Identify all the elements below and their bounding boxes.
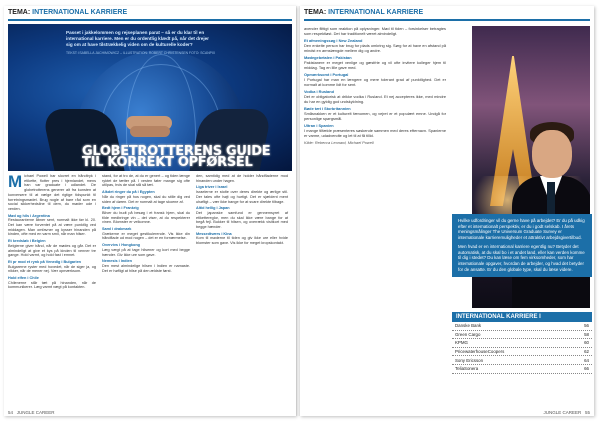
body-column-4: [304, 26, 446, 145]
index-row[interactable]: [452, 348, 592, 357]
intro-paragraph-1: Hvilke udfordringer vil du gerne have på arbejdet? Er du på udkig efter et internationalt perspektiv, er du i godt selskab. I årets meningsmålinger The Universum Graduate Survey er internationale karrieremuligheder et attraktivt arbejdsgivertilbud.: [458, 218, 585, 241]
subheading: Bøde tæt i Storbritannien: [304, 106, 351, 111]
source-credit: Kilde: Rebecca Leonard, Michael Powell: [304, 140, 374, 145]
paragraph: Den enkelte person har brug for plads omkring sig. Sørg for at have en afstand på mindst en armslængde mellem dig og andre.: [304, 43, 446, 53]
paragraph: Småsnakken er et kulturelt fænomen, og vejret er et populært emne. Undgå for personlige spørgsmål.: [304, 111, 446, 121]
body-column-2: [102, 174, 190, 273]
subheading: Et afmeningssøg i New Zealand: [304, 38, 363, 43]
paragraph: Når du ringer på hos nogen, skal du stille dig ved siden af døren. Det er normalt at tage skoene af.: [102, 194, 190, 204]
page-ref: 56: [584, 323, 589, 329]
paragraph: Belgierne giver hånd, når de mødes og går. Det er almindeligt at give et kys på kinden til venner tre gange. Hold varmt, og hold fast i emnet.: [8, 243, 96, 258]
page-ref: 60: [584, 340, 589, 346]
left-page: [4, 6, 296, 416]
section-topic: INTERNATIONAL KARRIERE: [328, 9, 424, 16]
paragraph: Pakistanere er meget venlige og gæstfrie og vil ofte invitere kolleger hjem til middag. Tag en lille gave med.: [304, 60, 446, 70]
page-ref: 58: [584, 331, 589, 337]
paragraph: stand, for at tro de, at du er genert – og tiden længe ryktet de tætter på. I vesten føler mange sig ofte utilpas, hvis de skal stå så tæt.: [102, 174, 190, 188]
page-folio: [543, 410, 590, 415]
company-name: PricewaterhouseCoopers: [455, 349, 505, 355]
paragraph: Det er obligatorisk at drikke vodka i Rusland. Et nej accepteres ikke, med mindre du har en gyldig god undskyldning.: [304, 94, 446, 104]
paragraph: ichael Powell har slovret en håndtryk i etikette, flotter pres i hjemlandet, mens han var graduate i udlandet. De globetrotterens generer alt fra kunsten at konversere til at vælge det rigtige tidspunkt til forretningsmødet. Brug nogle af bare råd som en social sikkerhedsline til dem, du møder ude i verden.: [8, 174, 96, 211]
subheading: Altid hellig i Japan: [196, 206, 230, 211]
intro-box: [452, 214, 592, 277]
page-ref: 62: [584, 349, 589, 355]
company-name: Green Cargo: [455, 331, 481, 337]
paragraph: Det japanske samfund er gennemsyret af etikettereglor, men du skal ikke være bange for at begå fejl. Bukker til hilsen, og overrækk visitkort med begge hænder.: [196, 210, 288, 230]
paragraph: den, samtidig med at de holder håndfladerne mod hinanden under hagen.: [196, 174, 288, 183]
body-column-3: [196, 174, 288, 246]
company-name: KPMG: [455, 340, 468, 346]
section-header: [8, 9, 292, 21]
subheading: Overvivs i Hongkong: [102, 243, 140, 248]
paragraph: I Portugal har man en længere og mere tolerant grad af punktlighed. Det er normalt at komme lidt for sent.: [304, 77, 446, 87]
paragraph: Den mest almindelige hilsen i Indien er namaste. Det er høfligt at hilse på den ældste først.: [102, 263, 190, 273]
subheading: Opmærksomt i Portugal: [304, 72, 349, 77]
paragraph: Læg vægt på at tage hilsener og kort med begge hænder. Giv ikke ure som gave.: [102, 247, 190, 257]
index-row[interactable]: [452, 339, 592, 348]
subheading: Vodka i Rusland: [304, 89, 334, 94]
subheading: Et pr mod et rynk på Venedig i Bulgarien: [8, 259, 81, 264]
paragraph: Chilenerne står tæt på hinanden, når de kommunikerer. Læg varmt vægt på kontakten.: [8, 280, 96, 290]
section-topic: INTERNATIONAL KARRIERE: [32, 9, 128, 16]
section-label: TEMA:: [304, 9, 327, 16]
section-label: TEMA:: [8, 9, 31, 16]
magazine-name: JUNGLE CAREER: [543, 410, 582, 415]
paragraph: Grækerne er meget gestikulerende. Vis ikke din håndflade ud mod nogen – det er en fornærmelse.: [102, 231, 190, 241]
paragraph: Israelerne er stolte over deres direkte og ærlige stil. Der tales ofte højt og hurtigt. Det er sjældent ment uhøfligt – vær ikke bange for at svare direkte tilbage.: [196, 190, 288, 204]
face: [532, 130, 572, 178]
index-row[interactable]: [452, 322, 592, 331]
page-number: 55: [584, 410, 590, 415]
subheading: Mødegebetalen i Pakistan: [304, 55, 352, 60]
right-page: [300, 6, 594, 416]
subheading: Nemesis i Indien: [102, 259, 132, 264]
subheading: Hold elfen i Chile: [8, 276, 39, 281]
title-line-2: TIL KORREKT OPFØRSEL: [82, 155, 253, 170]
drop-cap: M: [8, 172, 23, 191]
necktie: [547, 182, 555, 216]
section-header: [304, 9, 590, 21]
paragraph: I mange tilfælde præsenteres søskende sammen med deres efternavn. Spanierne er varme, udadvendte og let til at få tillid.: [304, 128, 446, 138]
intro-text: Passet i jakkelommen og rejseplanen parat – så er du klar til en international karriere. Men er du ordentlig klædt på, når det drejer sig om at have tilstrækkelig viden om de kulturelle koder?: [66, 30, 209, 47]
page-number: 54: [8, 410, 14, 415]
subheading: Mød og hils i Argentina: [8, 213, 50, 218]
subheading: Bedt hjem i Frankrig: [102, 206, 139, 211]
intro-paragraph-2: Men hvad er en international karriere egentlig nu? Betyder det automatisk, at du skal bo i et andet land, eller kan verden komme til dig i stedet? Du kan læse om fem virksomheder, som har internationale opgaver, hvordan de arbejder, og hvad det betyder for de ansatte. Er du den globale type, skal du læse videre.: [458, 243, 585, 272]
magazine-name: JUNGLE CAREER: [16, 410, 55, 415]
paragraph: Bliver du budt på besøg i et fransk hjem, skal du tilde medbringe vin – det viser, at du respekterer vinen. Blomster er velkomne.: [102, 210, 190, 225]
index-row[interactable]: [452, 331, 592, 340]
subheading: Messedtværs i Kina: [196, 231, 232, 236]
page-folio: [8, 410, 55, 415]
company-index: [452, 312, 592, 374]
subheading: Saml i drakmark: [102, 227, 132, 232]
paragraph: Kom til møderne til tiden og giv ikke ure eller hvide blomster som gave. Vis ikke for meget kropskontakt.: [196, 236, 288, 246]
company-name: TeliaSonera: [455, 366, 479, 372]
index-title: INTERNATIONAL KARRIERE I: [452, 312, 592, 322]
hero-illustration: [8, 24, 292, 171]
paragraph: Restauranterne åbner sent, normalt ikke før kl. 20. Det kan være forventet på at være punktlig ved middagen. Man omfavner og kysser hinanden på kinden, ofte med en varm smil, når man hilser.: [8, 218, 96, 237]
title-line-1: GLOBETROTTERENS GUIDE: [82, 144, 271, 159]
page-ref: 64: [584, 357, 589, 363]
subheading: Alkdet ringer du på i Egypten: [102, 190, 155, 195]
paragraph: avender flittigt som reaktion på oplysninger. Mød til tiden – forsinkelser betragtes som respektløst. Det har traditionelt været almindeligt.: [304, 26, 446, 36]
article-title: [82, 146, 292, 168]
handshake: [130, 126, 170, 137]
body-column-1: [8, 174, 96, 290]
company-name: Sony Ericsson: [455, 357, 484, 363]
company-name: Danske Bank: [455, 323, 482, 329]
paragraph: Bulgarerne ryster med hovedet, når de siger ja, og nikker, når de mener nej. Vær opmærksom.: [8, 264, 96, 274]
index-row[interactable]: [452, 365, 592, 374]
subheading: Liga triver i Israel: [196, 185, 228, 190]
article-credit: TEKST: ISABELLA JACHIMOWICZ – ILLUSTRATION: ROBERT CHRISTENSEN FOTO: SCANPIX: [66, 51, 216, 55]
page-ref: 66: [584, 366, 589, 372]
subheading: Et kredsløb i Belgien: [8, 239, 46, 244]
subheading: Ultran i Spanien: [304, 123, 334, 128]
article-intro: [66, 30, 216, 56]
index-row[interactable]: [452, 356, 592, 365]
